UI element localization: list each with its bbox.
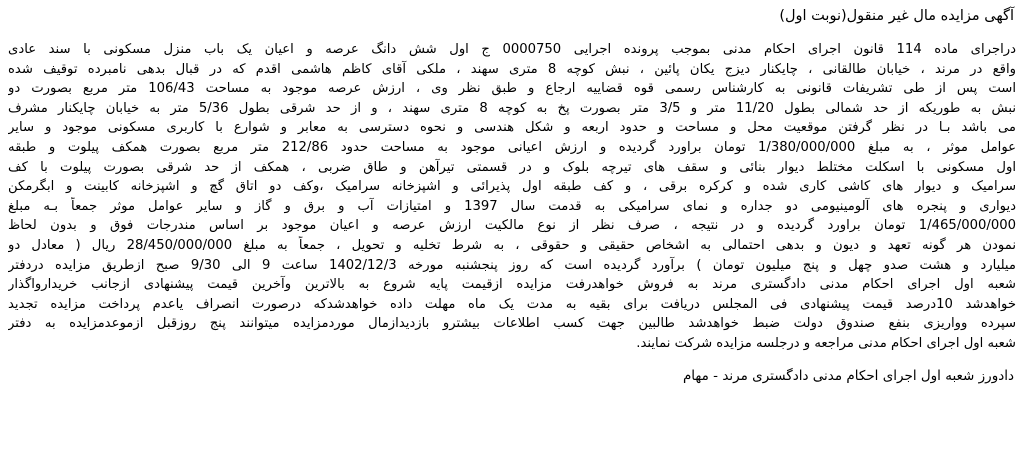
body-line: دیواری و پنجره های آلومینیومی دو جداره و نمای سرامیکی به قدمت سال 1397 و امتیازات آب و برق و گاز و سایر عوامل موثر جمعاً بـه مبلغ: [8, 198, 1016, 214]
body-line: می باشد بـا در نظر گرفتن موقعیت محل و مساحت و حدود اربعه و شکل هندسی و نحوه دسترسی به معابر و شوارع با کاربری مسکونی موجود و سایر: [8, 120, 1016, 136]
notice-signature: دادورز شعبه اول اجرای احکام مدنی دادگستری مرند - مهام: [682, 367, 1014, 384]
body-line: سرامیک و دیوار های کاشی کاری شده و کرکره برقی ، و کف طبقه اول پذیرائی و اشپزخانه سرامیک ،وکف دو اتاق گچ و اشپزخانه کابینت و ابگرمکن: [8, 179, 1016, 195]
body-line: سپرده وواریزی بنفع صندوق دولت ضبط خواهدشد طالبین جهت کسب اطلاعات بیشترو بازدیدازمال موردمزایده میتوانند پنج روزقبل ازموعدمزایده به دفتر: [8, 316, 1016, 332]
body-line: دراجرای ماده 114 قانون اجرای احکام مدنی بموجب پرونده اجرایی 0000750 ج اول شش دانگ عرصه و اعیان یک باب منزل مسکونی با سند عادی: [8, 42, 1016, 57]
body-line: واقع در مرند ، خیابان طالقانی ، چایکنار دیزج یکان پائین ، نبش کوچه 8 متری سهند ، ملکی آقای کاظم هاشمی اقدم که در قبال بدهی نامبرده توقیف شده: [8, 61, 1016, 77]
body-line: اول مسکونی با اسکلت مختلط دیوار بنائی و سقف های تیرچه بلوک و در قسمتی تیرآهن و طاق ضربی ، همکف از حد شرقی بصورت پیلوت با کف: [8, 159, 1016, 175]
notice-page: [8, 6, 1016, 452]
body-line: عوامل موثر ، به مبلغ 1/380/000/000 تومان براورد گردیده و ارزش اعیانی موجود به مساحت حدود 212/86 متر مربع بصورت همکف پیلوت و طبقه: [8, 139, 1016, 155]
body-line: است پس از طی تشریفات قانونی به کارشناس رسمی قوه قضاییه ارجاع و طبق نظر وی ، ارزش عرصه موجود به مساحت 106/43 متر مربع بصورت دو: [8, 81, 1016, 97]
body-line: نبش به طوریکه از حد شمالی بطول 11/20 متر و 3/5 متر بصورت پخ به کوچه 8 متری سهند ، و از حد شرقی بطول 5/36 متر به خیابان چایکنار مشرف: [8, 100, 1016, 116]
body-line: میلیارد و هشت صدو چهل و پنج میلیون تومان ) برآورد گردیده است که روز پنجشنبه مورخه 1402/12/3 ساعت 9 الی 9/30 صبح ازطریق مزایده دردفتر: [8, 257, 1016, 273]
body-line: خواهدشد 10درصد قیمت پیشنهادی فی المجلس دریافت برای بقیه به مدت یک ماه مهلت داده خواهدشدکه درصورت انصراف یاعدم پرداخت مزایده تجدید: [8, 296, 1016, 312]
notice-title: آگهی مزایده مال غیر منقول(نوبت اول): [779, 8, 1014, 24]
body-line: 1/465/000/000 تومان براورد گردیده و در نتیجه ، صرف نظر از نوع مالکیت ارزش عرصه و اعیان موجود بر اساس مندرجات فوق و بدون لحاظ: [8, 218, 1016, 234]
body-line: شعبه اول اجرای احکام مدنی دادگستری مرند به فروش خواهدرفت مزایده ازقیمت پایه شروع به بالاترین وآخرین قیمت پیشنهادی ازجانب خریدارواگذار: [8, 277, 1016, 293]
body-line: شعبه اول اجرای احکام مدنی مراجعه و درجلسه مزایده شرکت نمایند.: [636, 335, 1016, 351]
notice-body: [8, 40, 1016, 354]
body-line: نمودن هر گونه تعهد و دیون و بدهی احتمالی به اشخاص حقیقی و حقوقی ، به شرط تخلیه و تحویل ، جمعاً به مبلغ 28/450/000/000 ریال ( معادل دو: [8, 237, 1016, 253]
